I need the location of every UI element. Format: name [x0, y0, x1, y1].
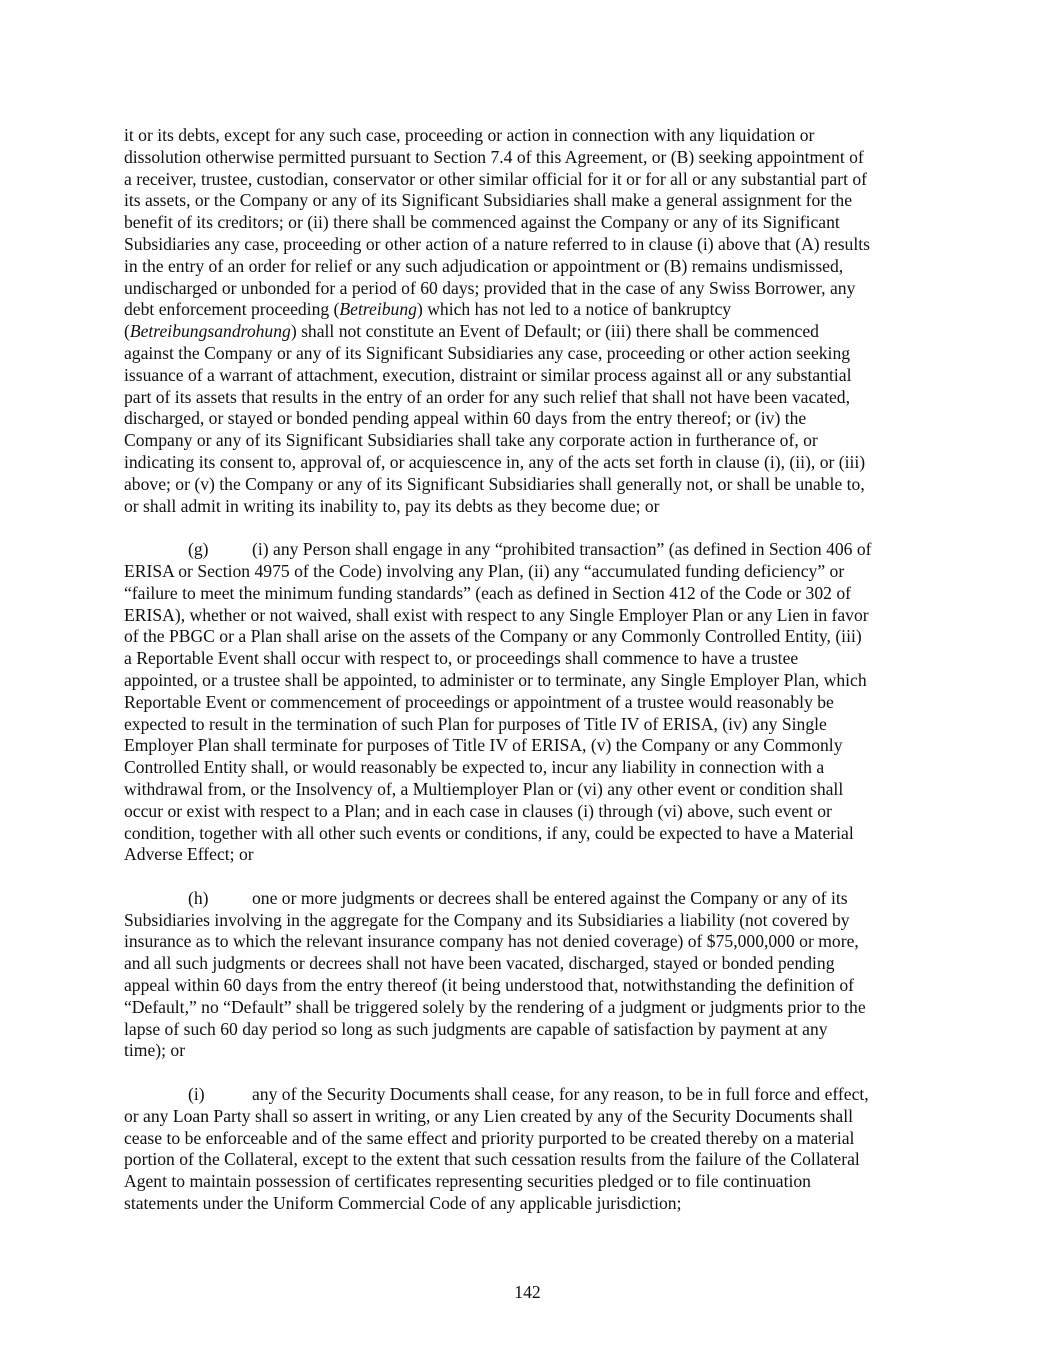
italic-term: Betreibungsandrohung	[129, 321, 291, 342]
text-line: Company or any of its Significant Subsidiaries shall take any corporate action in furtherance of, or	[124, 430, 818, 451]
text-line: time); or	[124, 1040, 186, 1061]
text-line: Subsidiaries any case, proceeding or other action of a nature referred to in clause (i) above that (A) results	[124, 233, 870, 254]
text-line: issuance of a warrant of attachment, execution, distraint or similar process against all or any substantial	[124, 364, 852, 385]
text-line: indicating its consent to, approval of, or acquiescence in, any of the acts set forth in clause (i), (ii), or (iii)	[124, 451, 866, 472]
text-line: of the PBGC or a Plan shall arise on the assets of the Company or any Commonly Controlled Entity, (iii)	[124, 626, 862, 647]
paragraph-f-continued	[124, 125, 936, 517]
text-line: its assets, or the Company or any of its Significant Subsidiaries shall make a general assignment for the	[124, 190, 853, 211]
document-body	[124, 125, 936, 1237]
text-line: or any Loan Party shall so assert in writing, or any Lien created by any of the Security Documents shall	[124, 1105, 853, 1126]
text-line: undischarged or unbonded for a period of 60 days; provided that in the case of any Swiss Borrower, any	[124, 277, 856, 298]
text-line: ERISA), whether or not waived, shall exist with respect to any Single Employer Plan or any Lien in favor	[124, 604, 869, 625]
text-line: occur or exist with respect to a Plan; and in each case in clauses (i) through (vi) above, such event or	[124, 800, 832, 821]
text-line: discharged, or stayed or bonded pending appeal within 60 days from the entry thereof; or (iv) the	[124, 408, 807, 429]
text-line: in the entry of an order for relief or any such adjudication or appointment or (B) remains undismissed,	[124, 255, 844, 276]
text-line: (g) (i) any Person shall engage in any “prohibited transaction” (as defined in Section 406 of	[188, 539, 872, 560]
text-line: Agent to maintain possession of certificates representing securities pledged or to file continuation	[124, 1171, 811, 1192]
text-line: cease to be enforceable and of the same effect and priority purported to be created thereby on a material	[124, 1127, 855, 1148]
text-line: it or its debts, except for any such case, proceeding or action in connection with any liquidation or	[124, 125, 815, 145]
clause-label: (h)	[188, 887, 209, 908]
text-line: Adverse Effect; or	[124, 844, 254, 865]
text-line: against the Company or any of its Significant Subsidiaries any case, proceeding or other action seeking	[124, 342, 851, 363]
text-line: appeal within 60 days from the entry thereof (it being understood that, notwithstanding the definition of	[124, 975, 854, 996]
text-line: debt enforcement proceeding (Betreibung) which has not led to a notice of bankruptcy	[124, 299, 732, 320]
text-line: condition, together with all other such events or conditions, if any, could be expected to have a Material	[124, 822, 854, 843]
text-line: portion of the Collateral, except to the extent that such cessation results from the failure of the Collateral	[124, 1149, 860, 1170]
clause-label: (g)	[188, 539, 209, 560]
text-line: expected to result in the termination of such Plan for purposes of Title IV of ERISA, (iv) any Single	[124, 713, 827, 734]
text-line: and all such judgments or decrees shall not have been vacated, discharged, stayed or bonded pending	[124, 953, 835, 974]
italic-term: Betreibung	[339, 299, 417, 320]
text-line: Subsidiaries involving in the aggregate for the Company and its Subsidiaries a liability (not covered by	[124, 909, 850, 930]
text-line: or shall admit in writing its inability to, pay its debts as they become due; or	[124, 495, 660, 516]
text-line: appointed, or a trustee shall be appointed, to administer or to terminate, any Single Employer Plan, which	[124, 669, 867, 690]
page-number: 142	[514, 1282, 541, 1302]
text-line: statements under the Uniform Commercial Code of any applicable jurisdiction;	[124, 1193, 682, 1214]
text-line: above; or (v) the Company or any of its Significant Subsidiaries shall generally not, or shall be unable to,	[124, 473, 865, 494]
text-line: insurance as to which the relevant insurance company has not denied coverage) of $75,000,000 or more,	[124, 931, 859, 952]
paragraph-i	[124, 1084, 936, 1215]
text-line: (Betreibungsandrohung) shall not constitute an Event of Default; or (iii) there shall be commenced	[124, 321, 819, 342]
text-line: part of its assets that results in the entry of an order for any such relief that shall not have been vacated,	[124, 386, 850, 407]
text-line: lapse of such 60 day period so long as such judgments are capable of satisfaction by payment at any	[124, 1018, 828, 1039]
text-line: (h) one or more judgments or decrees shall be entered against the Company or any of its	[188, 887, 848, 908]
text-line: Reportable Event or commencement of proceedings or appointment of a trustee would reasonably be	[124, 691, 834, 712]
text-line: Employer Plan shall terminate for purposes of Title IV of ERISA, (v) the Company or any Commonly	[124, 735, 843, 756]
text-line: a Reportable Event shall occur with respect to, or proceedings shall commence to have a trustee	[124, 648, 799, 669]
text-line: Controlled Entity shall, or would reasonably be expected to, incur any liability in connection with a	[124, 757, 825, 778]
text-line: a receiver, trustee, custodian, conservator or other similar official for it or for all or any substantial part of	[124, 168, 868, 189]
text-line: withdrawal from, or the Insolvency of, a Multiemployer Plan or (vi) any other event or condition shall	[124, 778, 844, 799]
text-line: “Default,” no “Default” shall be triggered solely by the rendering of a judgment or judgments prior to the	[124, 996, 866, 1017]
text-line: ERISA or Section 4975 of the Code) involving any Plan, (ii) any “accumulated funding deficiency” or	[124, 560, 845, 581]
clause-label: (i)	[188, 1084, 205, 1105]
text-line: (i) any of the Security Documents shall cease, for any reason, to be in full force and effect,	[188, 1084, 869, 1105]
text-line: benefit of its creditors; or (ii) there shall be commenced against the Company or any of its Significant	[124, 212, 840, 233]
paragraph-g	[124, 539, 936, 866]
text-line: dissolution otherwise permitted pursuant to Section 7.4 of this Agreement, or (B) seeking appointment of	[124, 146, 864, 167]
paragraph-h	[124, 888, 936, 1062]
text-line: “failure to meet the minimum funding standards” (each as defined in Section 412 of the Code or 302 of	[124, 582, 852, 603]
